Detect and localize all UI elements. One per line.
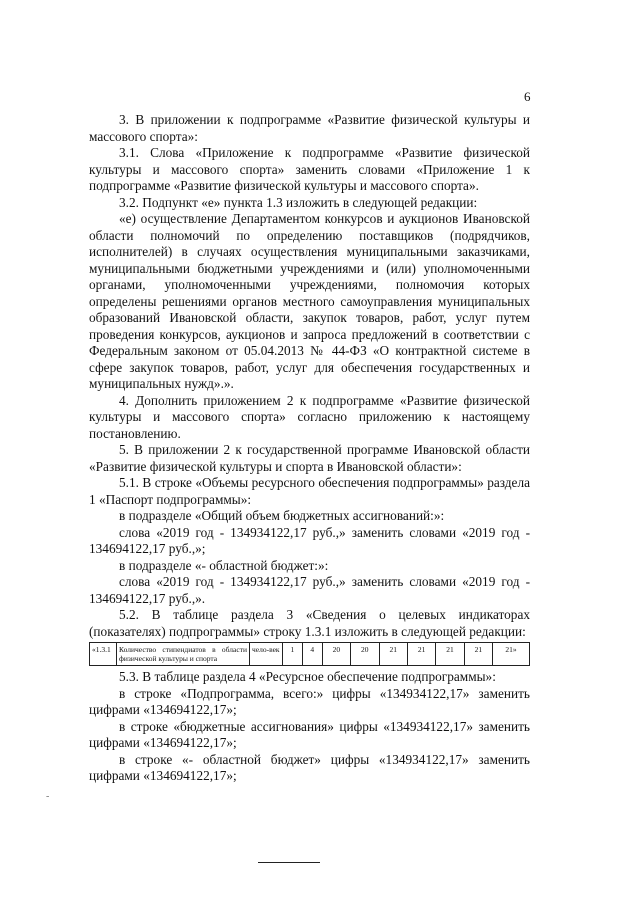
paragraph-5-1-a: в подразделе «Общий объем бюджетных ассигнований:»: xyxy=(119,508,445,523)
paragraph-5: 5. В приложении 2 к государственной программе Ивановской области «Развитие физической культуры и спорта в Ивановской области»: xyxy=(89,442,530,474)
paragraph-3-2: 3.2. Подпункт «е» пункта 1.3 изложить в следующей редакции: xyxy=(119,194,478,210)
table-cell-value: 1 xyxy=(283,643,303,666)
paragraph-subpoint-e: «е) осуществление Департаментом конкурсов и аукционов Ивановской области полномочий по определению поставщиков (подрядчиков, исполнителей) в случаях осуществления муниципальными заказчиками, муниципальными бюджетными учреждениями и (или) уполномоченными органами, уполномоченными учреждениями, полномочия которых определены решениями органов местного самоуправления муниципальных образований Ивановской области, закупок товаров, работ, услуг путем проведения конкурсов, аукционов и запроса предложений в соответствии с Федеральным законом от 05.04.2013 № 44-ФЗ «О контрактной системе в сфере закупок товаров, работ, услуг для обеспечения государственных и муниципальных нужд».». xyxy=(89,211,530,391)
paragraph-5-3-b: в строке «бюджетные ассигнования» цифры «134934122,17» заменить цифрами «134694122,17»; xyxy=(89,718,530,750)
paragraph-5-1-c: в подразделе «- областной бюджет:»: xyxy=(119,557,329,573)
table-cell-value: 4 xyxy=(302,643,322,666)
margin-mark: - xyxy=(46,791,50,802)
indicator-table xyxy=(89,642,530,666)
table-cell-value: 21 xyxy=(379,643,407,666)
paragraph-5-3-c: в строке «- областной бюджет» цифры «134934122,17» заменить цифрами «134694122,17»; xyxy=(89,751,530,783)
table-cell-unit: чело-век xyxy=(250,643,283,666)
paragraph-5-3: 5.3. В таблице раздела 4 «Ресурсное обеспечение подпрограммы»: xyxy=(119,669,496,684)
footer-divider xyxy=(258,862,320,863)
paragraph-3-1: 3.1. Слова «Приложение к подпрограмме «Развитие физической культуры и массового спорта» заменить словами «Приложение 1 к подпрограмме «Развитие физической культуры и массового спорта». xyxy=(89,145,530,193)
table-cell-value: 20 xyxy=(351,643,379,666)
paragraph-5-3-a: в строке «Подпрограмма, всего:» цифры «134934122,17» заменить цифрами «134694122,17»; xyxy=(89,685,530,717)
table-cell-value: 21 xyxy=(436,643,464,666)
table-cell-value: 21 xyxy=(407,643,435,666)
paragraph-4: 4. Дополнить приложением 2 к подпрограмме «Развитие физической культуры и массового спорта» согласно приложению к настоящему постановлению. xyxy=(89,392,530,441)
paragraph-5-1-d: слова «2019 год - 134934122,17 руб.,» заменить словами «2019 год - 134694122,17 руб.,». xyxy=(89,574,530,606)
table-cell-code: «1.3.1 xyxy=(90,643,117,666)
paragraph-3: 3. В приложении к подпрограмме «Развитие физической культуры и массового спорта»: xyxy=(89,112,530,144)
table-cell-value: 21 xyxy=(464,643,492,666)
table-cell-value: 21» xyxy=(493,643,530,666)
paragraph-5-1-b: слова «2019 год - 134934122,17 руб.,» заменить словами «2019 год - 134694122,17 руб.,»; xyxy=(89,524,530,556)
table-row xyxy=(90,643,530,666)
table-cell-value: 20 xyxy=(322,643,350,666)
paragraph-5-2: 5.2. В таблице раздела 3 «Сведения о целевых индикаторах (показателях) подпрограммы» строку 1.3.1 изложить в следующей редакции: xyxy=(89,607,530,639)
page-number: 6 xyxy=(524,89,531,104)
table-cell-name: Количество стипендиатов в области физической культуры и спорта xyxy=(117,643,250,666)
document-body xyxy=(89,112,530,785)
paragraph-5-1: 5.1. В строке «Объемы ресурсного обеспечения подпрограммы» раздела 1 «Паспорт подпрограммы»: xyxy=(89,475,530,507)
